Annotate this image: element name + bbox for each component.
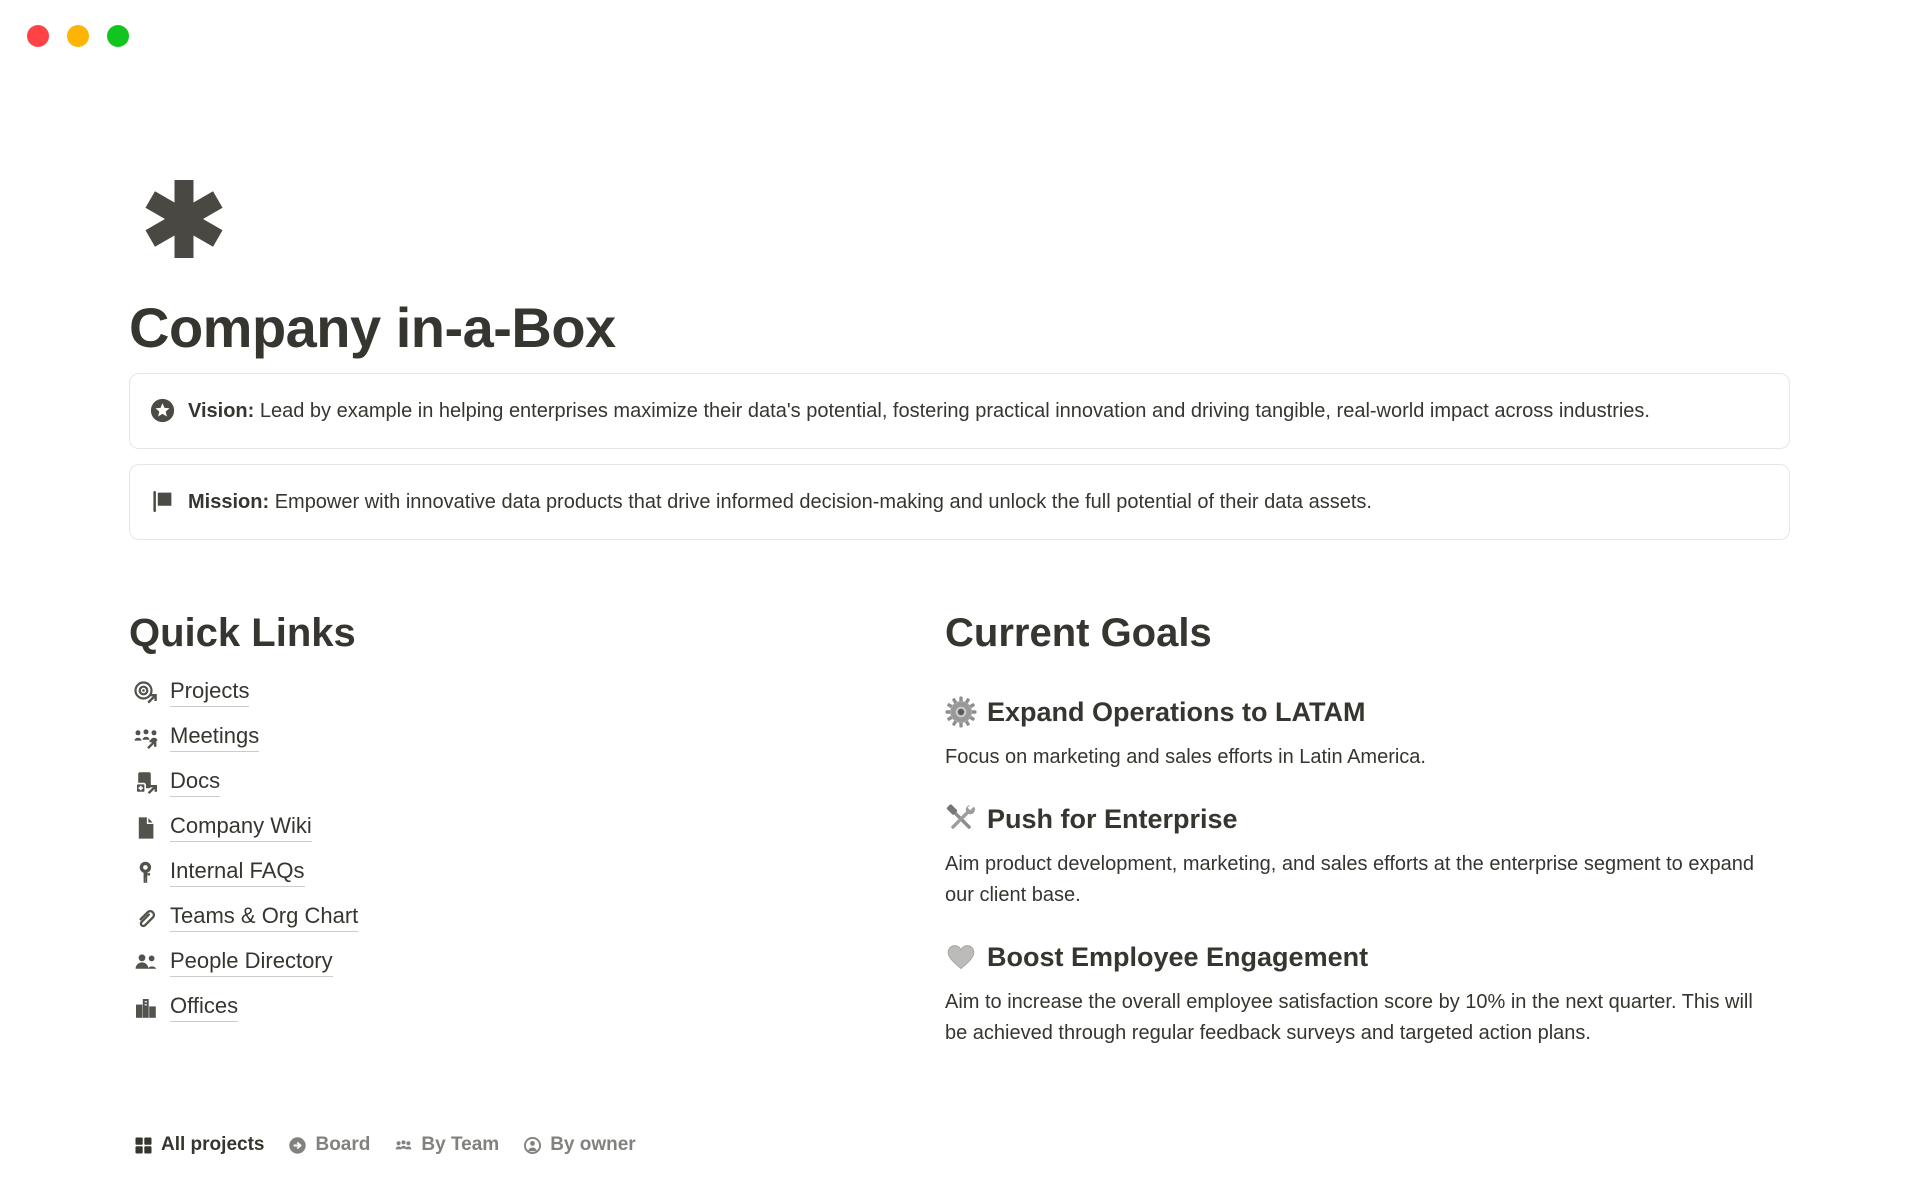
quick-links-list [129, 670, 945, 1030]
paperclip-icon [133, 905, 159, 931]
gear-icon [945, 696, 977, 728]
vision-callout [129, 373, 1790, 449]
goal-boost-engagement [945, 939, 1755, 1049]
tab-label: All projects [161, 1134, 265, 1155]
hammer-wrench-icon [945, 803, 977, 835]
goal-description: Aim product development, marketing, and sales efforts at the enterprise segment to expand our client base. [945, 853, 1754, 906]
quick-link-docs[interactable]: Docs [170, 768, 220, 797]
grid-icon [134, 1136, 153, 1155]
mission-label: Mission: [188, 491, 270, 513]
current-goals-column [945, 608, 1755, 1049]
window-zoom-button[interactable] [107, 25, 129, 47]
quick-link-teams-org-chart[interactable]: Teams & Org Chart [170, 903, 358, 932]
list-item [129, 715, 945, 760]
list-item [129, 805, 945, 850]
quick-links-column [129, 608, 945, 1049]
quick-link-offices[interactable]: Offices [170, 993, 238, 1022]
goal-description: Focus on marketing and sales efforts in Latin America. [945, 746, 1426, 768]
quick-links-heading: Quick Links [129, 611, 356, 655]
tab-label: Board [315, 1134, 371, 1155]
tab-label: By owner [550, 1134, 636, 1155]
white-heart-icon [945, 941, 977, 973]
quick-link-people-directory[interactable]: People Directory [170, 948, 333, 977]
document-plus-arrow-icon [133, 770, 159, 796]
owner-icon [523, 1136, 542, 1155]
goal-description: Aim to increase the overall employee satisfaction score by 10% in the next quarter. This will be achieved through regular feedback surveys and targeted action plans. [945, 991, 1753, 1044]
page-asterisk-icon[interactable] [145, 180, 223, 258]
star-badge-icon [150, 398, 175, 423]
vision-label: Vision: [188, 400, 255, 422]
goal-push-enterprise [945, 801, 1755, 911]
mission-callout [129, 464, 1790, 540]
notion-page [0, 180, 1920, 1167]
team-icon [394, 1136, 413, 1155]
list-item [129, 760, 945, 805]
quick-link-internal-faqs[interactable]: Internal FAQs [170, 858, 305, 887]
database-view-tabs [129, 1123, 1805, 1167]
quick-link-meetings[interactable]: Meetings [170, 723, 259, 752]
window-close-button[interactable] [27, 25, 49, 47]
window-minimize-button[interactable] [67, 25, 89, 47]
board-circle-icon [288, 1136, 307, 1155]
list-item [129, 850, 945, 895]
page-icon [133, 815, 159, 841]
vision-text: Vision: Lead by example in helping enterprises maximize their data's potential, fostering practical innovation and driving tangible, real-world impact across industries. [188, 400, 1650, 422]
goal-title: Boost Employee Engagement [945, 939, 1755, 975]
list-item [129, 895, 945, 940]
current-goals-heading: Current Goals [945, 611, 1212, 655]
goal-expand-latam [945, 694, 1755, 773]
tab-all-projects[interactable] [134, 1134, 264, 1156]
people-icon [133, 950, 159, 976]
window-controls [27, 25, 129, 47]
two-column-section [129, 608, 1805, 1049]
flag-icon [150, 489, 175, 514]
target-arrow-icon [133, 680, 159, 706]
list-item [129, 940, 945, 985]
building-icon [133, 995, 159, 1021]
list-item [129, 670, 945, 715]
tab-board[interactable] [288, 1134, 370, 1156]
goal-title: Expand Operations to LATAM [945, 694, 1755, 730]
meeting-people-arrow-icon [133, 725, 159, 751]
tab-by-team[interactable] [394, 1134, 499, 1156]
tab-by-owner[interactable] [523, 1134, 636, 1156]
key-icon [133, 860, 159, 886]
quick-link-company-wiki[interactable]: Company Wiki [170, 813, 312, 842]
mission-text: Mission: Empower with innovative data products that drive informed decision-making and unlock the full potential of their data assets. [188, 491, 1372, 513]
list-item [129, 985, 945, 1030]
tab-label: By Team [421, 1134, 500, 1155]
page-title: Company in-a-Box [129, 296, 616, 359]
goal-title: Push for Enterprise [945, 801, 1755, 837]
quick-link-projects[interactable]: Projects [170, 678, 249, 707]
